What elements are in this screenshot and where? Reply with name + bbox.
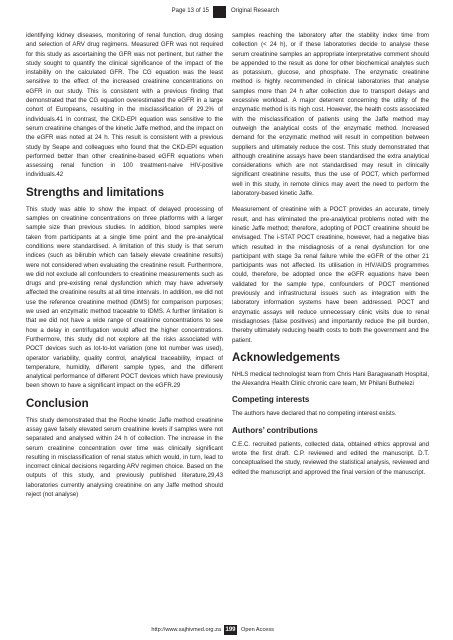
page-header [0,6,453,20]
paragraph: This study demonstrated that the Roche kinetic Jaffe method creatinine assay gave falsely elevated serum creatinine levels if samples were not separated and analysed within 24 h of collection. The increase in the serum creatinine concentration over time was clinically significant resulting in misclassification of renal status which would, in turn, lead to incorrect clinical decisions regarding ARV regimen choice. Based on the outputs of this study, and previously published literature,29,43 laboratories currently analysing creatinine on any Jaffe method should reject (not analyse) [26,416,223,499]
paragraph: Measurement of creatinine with a POCT provides an accurate, timely result, and has eliminated the pre-analytical problems noted with the kinetic Jaffe method; therefore, adopting of POCT creatinine should be envisaged. The i-STAT POCT creatinine, however, had a negative bias which resulted in the misdiagnosis of a renal dysfunction for one participant with stage 3a renal failure while the eGFR of the other 21 participants was not affected. Its utilisation in HIV/AIDS programmes could, therefore, be adopted once the eGFR equations have been validated for the sample type, confounders of POCT mentioned previously and infrastructural issues such as integration with the laboratory information systems have been addressed. POCT and enzymatic assays will reduce unnecessary clinic visits due to renal misdiagnoses (false positives) and importantly reduce the pill burden, thereby ultimately reducing health costs to both the government and the patient. [232,206,429,344]
paragraph: The authors have declared that no competing interest exists. [232,410,397,418]
heading-strengths-limitations: Strengths and limitations [26,186,165,199]
open-access-label: Open Access [241,627,274,633]
page-footer [0,625,453,637]
paragraph: C.E.C. recruited patients, collected data, obtained ethics approval and wrote the first draft. C.P. reviewed and edited the manuscript. D.T. conceptualised the study, reviewed the statistical analysis, reviewed and edited the manuscript and approved the final version of the manuscript. [232,440,429,476]
paragraph: identifying kidney diseases, monitoring of renal function, drug dosing and selection of ARV drug regimens. Measured GFR was not required for this study as ascertaining the GFR was not pertinent, but rather the study sought to quantify the clinical significance of the impact of the instability on the calculated GFR. The CG equation was the least sensitive to the effect of the increased creatinine concentrations on eGFR in our study. This is consistent with a previous finding that demonstrated that the CG equation overestimated the eGFR in a large cohort of Europeans, resulting in the misclassification of 29.2% of individuals.41 In contrast, the CKD-EPI equation was sensitive to the serum creatinine changes of the kinetic Jaffe method, and the impact on the eGFR was noted at 24 h. This result is consistent with a previous study by Seape and colleagues who found that the CKD-EPI equation performed better than other creatinine-based eGFR equations when assessing renal function in 100 treatment-naive HIV-positive individuals.42 [26,32,223,179]
left-column [26,31,223,506]
paragraph: samples reaching the laboratory after the stability index time from collection (< 24 h), or if these laboratories decide to analyse these serum creatinine samples an appropriate interpretative comment should be appended to the result as done for other biochemical analytes such as potassium, glucose, and phosphate. The enzymatic creatinine method is highly recommended in clinical laboratories that analyse samples more than 24 h after collection due to transport delays and excessive workload. A major deterrent concerning the utility of the enzymatic method is its high cost. However, the health costs associated with the misclassification of patients using the Jaffe method may outweigh the analytical costs of the enzymatic method. Increased demand for the enzymatic method will result in competition between suppliers and ultimately reduce the cost. This study demonstrated that although creatinine assays have been standardised the extra analytical considerations which are not standardised may result in clinically significant creatinine results, thus the use of POCT, which performed well in this study, in remote clinics may avert the need to perform the laboratory-based kinetic Jaffe. [232,32,429,198]
heading-acknowledgements: Acknowledgements [232,351,340,364]
page-indicator: Page 13 of 15 [171,8,209,14]
section-label: Original Research [231,8,280,14]
paragraph: This study was able to show the impact of delayed processing of samples on creatinine concentrations on three platforms with a larger sample size than previous studies. In addition, blood samples were taken from participants at a single time point and the pre-analytical conditions were standardised. A limitation of this study is that serum indices (such as bilirubin which can falsely elevate creatinine results) were not considered when evaluating the creatinine result. Furthermore, we did not exclude all confounders to creatinine measurements such as drugs and pre-existing renal dysfunction which may have adversely affected the creatinine results at all time intervals. In addition, we did not use the reference creatinine method (IDMS) for comparison purposes; we used an enzymatic method traceable to IDMS. A further limitation is that we did not have a wide range of creatinine concentrations to see how a delay in centrifugation would affect the higher concentrations. Furthermore, this study did not explore all the risks associated with POCT devices such as lot-to-lot variation (one lot number was used), operator variability, quality control, analytical traceability, impact of temperature, humidity, different sample types, and the different analytical performance of different POCT devices which have previously been shown to have a significant impact on the eGFR.29 [26,205,223,390]
right-column [232,31,429,484]
heading-authors-contributions: Authors’ contributions [232,425,318,435]
paragraph: NHLS medical technologist team from Chris Hani Baragwanath Hospital, the Alexandra Health Clinic chronic care team, Mr Philani Buthelezi [232,370,429,388]
heading-competing-interests: Competing interests [232,395,310,405]
header-divider-block [213,6,226,18]
heading-conclusion: Conclusion [26,397,89,410]
journal-url-link[interactable]: http://www.sajhivmed.org.za [151,627,221,633]
page-number: 199 [225,627,236,633]
